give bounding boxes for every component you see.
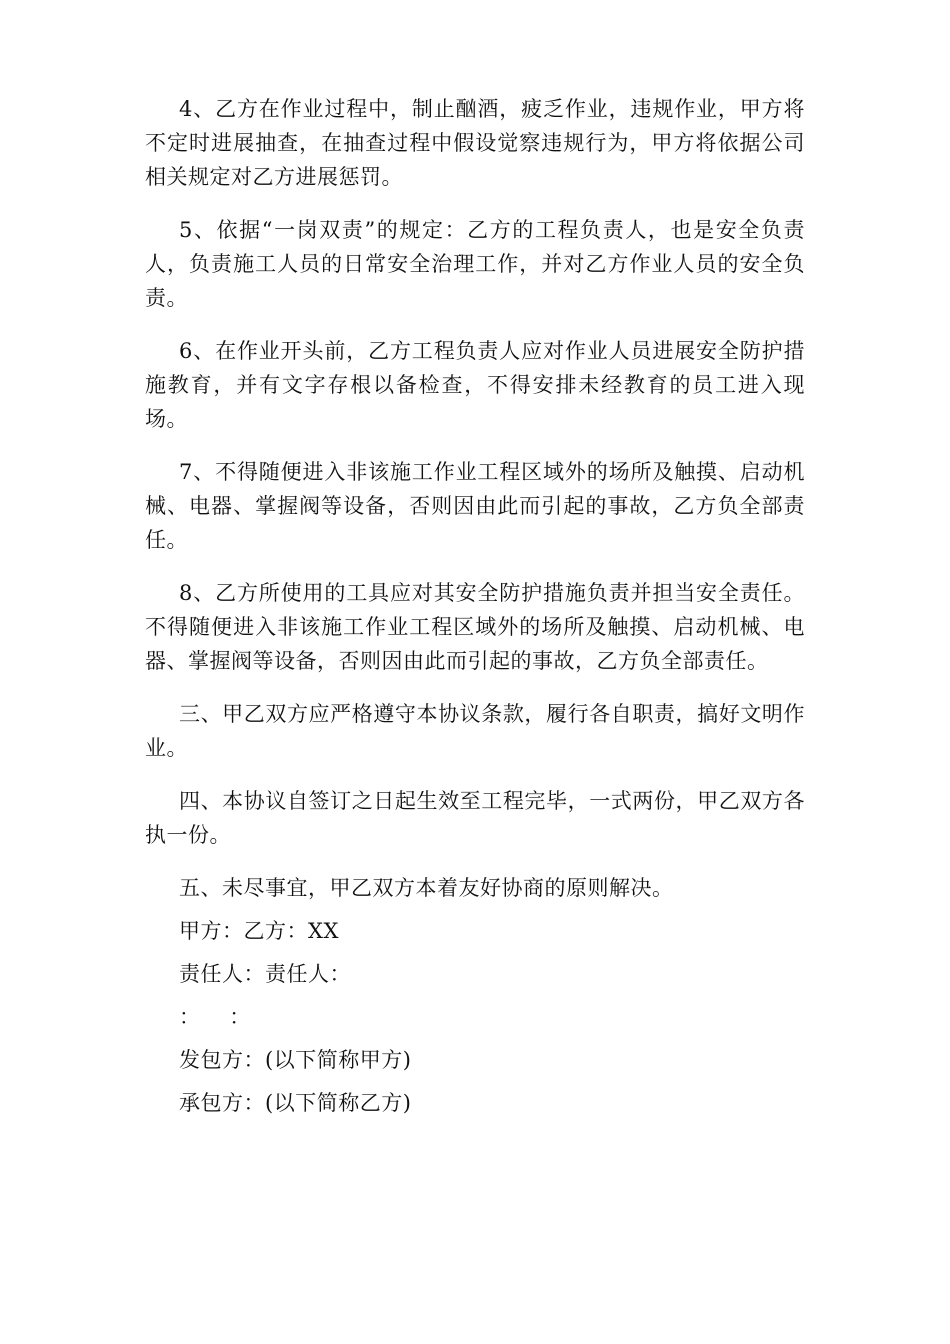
document-page [145, 92, 805, 1129]
section-4-paragraph: 四、本协议自签订之日起生效至工程完毕，一式两份，甲乙双方各执一份。 [145, 789, 805, 847]
section-3-paragraph: 三、甲乙双方应严格遵守本协议条款，履行各自职责，搞好文明作业。 [145, 702, 805, 760]
contractor-receiver-line: 承包方：(以下简称乙方) [179, 1091, 412, 1115]
section-5-paragraph: 五、未尽事宜，甲乙双方本着友好协商的原则解决。 [179, 876, 674, 900]
colon-line: ： ： [179, 1005, 251, 1029]
responsible-person-line: 责任人：责任人： [179, 962, 351, 986]
clause-5-paragraph: 5、依据“一岗双责”的规定：乙方的工程负责人，也是安全负责人，负责施工人员的日常安全治理工作，并对乙方作业人员的安全负责。 [145, 218, 805, 310]
contractor-issuer-line: 发包方：(以下简称甲方) [179, 1048, 412, 1072]
clause-4-paragraph: 4、乙方在作业过程中，制止酗酒，疲乏作业，违规作业，甲方将不定时进展抽查，在抽查过程中假设觉察违规行为，甲方将依据公司相关规定对乙方进展惩罚。 [145, 97, 805, 189]
party-a-b-line: 甲方：乙方：XX [179, 919, 339, 943]
clause-7-paragraph: 7、不得随便进入非该施工作业工程区域外的场所及触摸、启动机械、电器、掌握阀等设备，否则因由此而引起的事故，乙方负全部责任。 [145, 460, 805, 552]
clause-6-paragraph: 6、在作业开头前，乙方工程负责人应对作业人员进展安全防护措施教育，并有文字存根以备检查，不得安排未经教育的员工进入现场。 [145, 339, 805, 431]
clause-8-paragraph: 8、乙方所使用的工具应对其安全防护措施负责并担当安全责任。不得随便进入非该施工作业工程区域外的场所及触摸、启动机械、电器、掌握阀等设备，否则因由此而引起的事故，乙方负全部责任。 [145, 581, 805, 673]
